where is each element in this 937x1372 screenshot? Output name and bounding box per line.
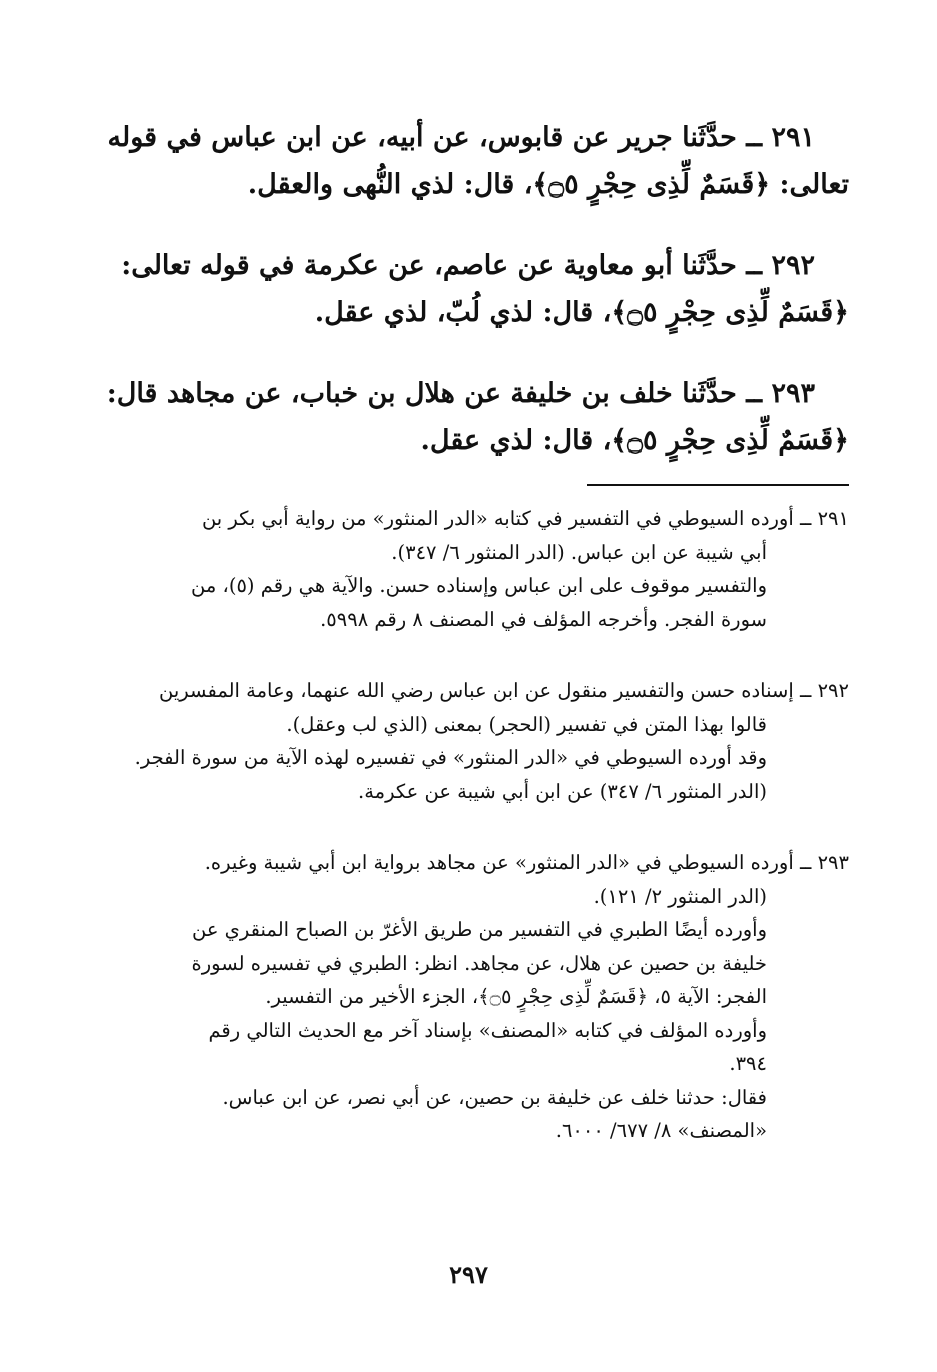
footnote-line: (الدر المنثور ٦/ ٣٤٧) عن ابن أبي شيبة عن عكرمة. [358,779,767,803]
footnote-line: قالوا بهذا المتن في تفسير (الحجر) بمعنى (الذي لب وعقل). [286,712,767,736]
hadith-291 [79,114,849,208]
footnote-293 [79,846,849,1148]
hadith-line: ٢٩٣ ــ حدَّثَنا خلف بن خليفة عن هلال بن خباب، عن مجاهد قال: [106,378,815,409]
footnote-line: (الدر المنثور ٢/ ١٢١). [593,884,767,908]
hadith-line: ٢٩٢ ــ حدَّثَنا أبو معاوية عن عاصم، عن عكرمة في قوله تعالى: [121,250,815,281]
footnote-line: الفجر: الآية ٥، ﴿قَسَمٌ لِّذِى حِجْرٍ ۝٥﴾، الجزء الأخير من التفسير. [265,985,767,1008]
footnote-292 [79,674,849,808]
footnote-line: ٢٩٣ ــ أورده السيوطي في «الدر المنثور» عن مجاهد برواية ابن أبي شيبة وغيره. [204,851,849,874]
hadith-293 [79,370,849,464]
hadith-line: ﴿قَسَمٌ لِّذِى حِجْرٍ ۝٥﴾، قال: لذي لُبّ، لذي عقل. [314,297,849,328]
footnote-line: سورة الفجر. وأخرجه المؤلف في المصنف ٨ رقم ٥٩٩٨. [320,607,767,631]
hadith-line: ﴿قَسَمٌ لِّذِى حِجْرٍ ۝٥﴾، قال: لذي عقل. [420,425,849,456]
hadith-292 [79,242,849,336]
footnote-line: ٣٩٤. [729,1052,767,1075]
footnote-divider [587,484,849,486]
footnote-line: ٢٩٢ ــ إسناده حسن والتفسير منقول عن ابن عباس رضي الله عنهما، وعامة المفسرين [159,679,849,702]
page-number: ٢٩٧ [449,1260,488,1289]
footnote-line: وأورده أيضًا الطبري في التفسير من طريق الأغرّ بن الصباح المنقري عن [191,918,767,941]
hadith-line: تعالى: ﴿قَسَمٌ لِّذِى حِجْرٍ ۝٥﴾، قال: لذي النُّهى والعقل. [247,169,849,200]
footnote-line: خليفة بن حصين عن هلال، عن مجاهد. انظر: الطبري في تفسيره لسورة [191,951,767,975]
footnote-line: فقال: حدثنا خلف عن خليفة بن حصين، عن أبي نصر، عن ابن عباس. [222,1085,767,1109]
footnote-line: وأورده المؤلف في كتابه «المصنف» بإسناد آخر مع الحديث التالي رقم [208,1018,767,1042]
footnote-291 [79,502,849,636]
footnote-line: ٢٩١ ــ أورده السيوطي في التفسير في كتابه «الدر المنثور» من رواية أبي بكر بن [201,507,849,530]
footnote-line: وقد أورده السيوطي في «الدر المنثور» في تفسيره لهذه الآية من سورة الفجر. [134,746,767,769]
footnote-line: والتفسير موقوف على ابن عباس وإسناده حسن. والآية هي رقم (٥)، من [191,574,767,597]
footnote-line: أبي شيبة عن ابن عباس. (الدر المنثور ٦/ ٣٤٧). [391,540,767,564]
footnote-line: «المصنف» ٨/ ٦٧٧/ ٦٠٠٠. [555,1119,767,1142]
hadith-line: ٢٩١ ــ حدَّثَنا جرير عن قابوس، عن أبيه، عن ابن عباس في قوله [107,122,815,153]
